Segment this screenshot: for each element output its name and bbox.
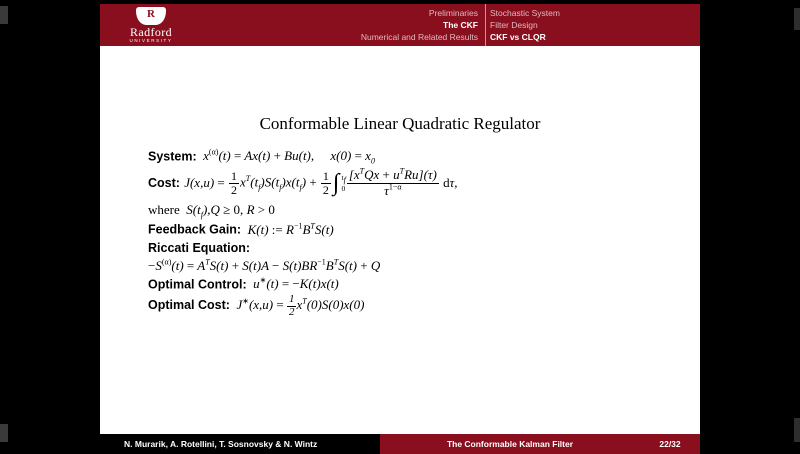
optimal-control-line — [148, 276, 680, 292]
riccati-equation: $-S^{(\alpha)}(t) = A^TS(t) + S(t)A - S(t)BR^{-1}B^TS(t) + Q$ — [148, 257, 381, 273]
nav-subsections — [490, 7, 690, 43]
optimal-control-label: Optimal Control: — [148, 277, 247, 292]
nav-section-the-ckf[interactable]: The CKF — [443, 20, 478, 30]
nav-subsection-ckf-vs-clqr[interactable]: CKF vs CLQR — [490, 32, 546, 42]
right-edge-marker-top — [794, 8, 800, 30]
optimal-cost-label: Optimal Cost: — [148, 298, 230, 313]
cost-equation-part2: $x^T(t_f)S(t_f)x(t_f)$ + — [240, 174, 317, 193]
integral-limits: $t_f$ 0 — [341, 172, 346, 193]
one-half-fraction-a: $\frac{1}{2}$ — [231, 169, 237, 197]
system-equation: $x^{(\alpha)}(t) = Ax(t) + Bu(t)$, $x(0) = x_0$ — [199, 148, 375, 166]
nav-section-numerical-results[interactable]: Numerical and Related Results — [360, 32, 478, 42]
footer-title: The Conformable Kalman Filter — [446, 439, 574, 449]
slide-footer — [100, 434, 700, 454]
logo-name: Radford — [129, 25, 173, 39]
right-edge-marker-bottom — [794, 418, 800, 442]
optimal-cost-line — [148, 294, 680, 318]
slide — [100, 4, 700, 454]
shield-icon — [136, 7, 166, 25]
riccati-label: Riccati Equation: — [148, 240, 251, 255]
logo-subtitle: UNIVERSITY — [129, 38, 173, 43]
cost-line — [148, 168, 680, 199]
where-line — [148, 202, 680, 220]
integral-sign: ∫ — [332, 169, 340, 196]
cost-equation-part3: dτ, — [443, 175, 458, 191]
slide-body — [100, 46, 700, 420]
optimal-cost-equation: J∗(x,u) = $\frac{1}{2}$ $x^T(0)S(0)x(0)$ — [233, 293, 365, 318]
cost-label: Cost: — [148, 176, 180, 191]
where-label: where — [148, 201, 180, 217]
one-half-fraction-c: $\frac{1}{2}$ — [288, 293, 295, 318]
radford-logo — [108, 6, 194, 44]
footer-authors: N. Murarik, A. Rotellini, T. Sosnovsky & N. Wintz — [100, 434, 380, 454]
feedback-gain-label: Feedback Gain: — [148, 222, 242, 237]
where-equation: $S(t_f),Q \ge 0$, R > 0 — [183, 201, 275, 220]
integrand-fraction: $\frac{[x^TQx + u^TRu](\tau)}{\tau^{1-\alpha}}$ — [348, 166, 437, 199]
nav-subsection-filter-design[interactable]: Filter Design — [490, 20, 538, 30]
riccati-label-line — [148, 240, 680, 256]
riccati-equation-line — [148, 258, 680, 274]
nav-divider — [485, 4, 486, 46]
optimal-control-equation: u∗(t) = −K(t)x(t) — [249, 275, 339, 292]
nav-subsection-stochastic-system[interactable]: Stochastic System — [490, 8, 560, 18]
cost-equation-part1: J(x,u) = — [180, 175, 225, 191]
feedback-gain-line — [148, 221, 680, 237]
page-title: Conformable Linear Quadratic Regulator — [259, 114, 541, 133]
system-label: System: — [148, 149, 197, 164]
left-edge-marker-bottom — [0, 424, 8, 442]
slide-header — [100, 4, 700, 46]
one-half-fraction-b: $\frac{1}{2}$ — [322, 169, 329, 197]
footer-page-number: 22/32 — [659, 439, 681, 449]
left-edge-marker-top — [0, 6, 8, 24]
nav-section-preliminaries[interactable]: Preliminaries — [428, 8, 478, 18]
feedback-gain-equation: K(t) := $R^{-1}B^TS(t)$ — [244, 221, 334, 237]
system-line — [148, 148, 680, 166]
slide-content — [148, 148, 680, 320]
nav-sections — [260, 7, 478, 43]
logo-mark-letter: R — [147, 8, 155, 20]
